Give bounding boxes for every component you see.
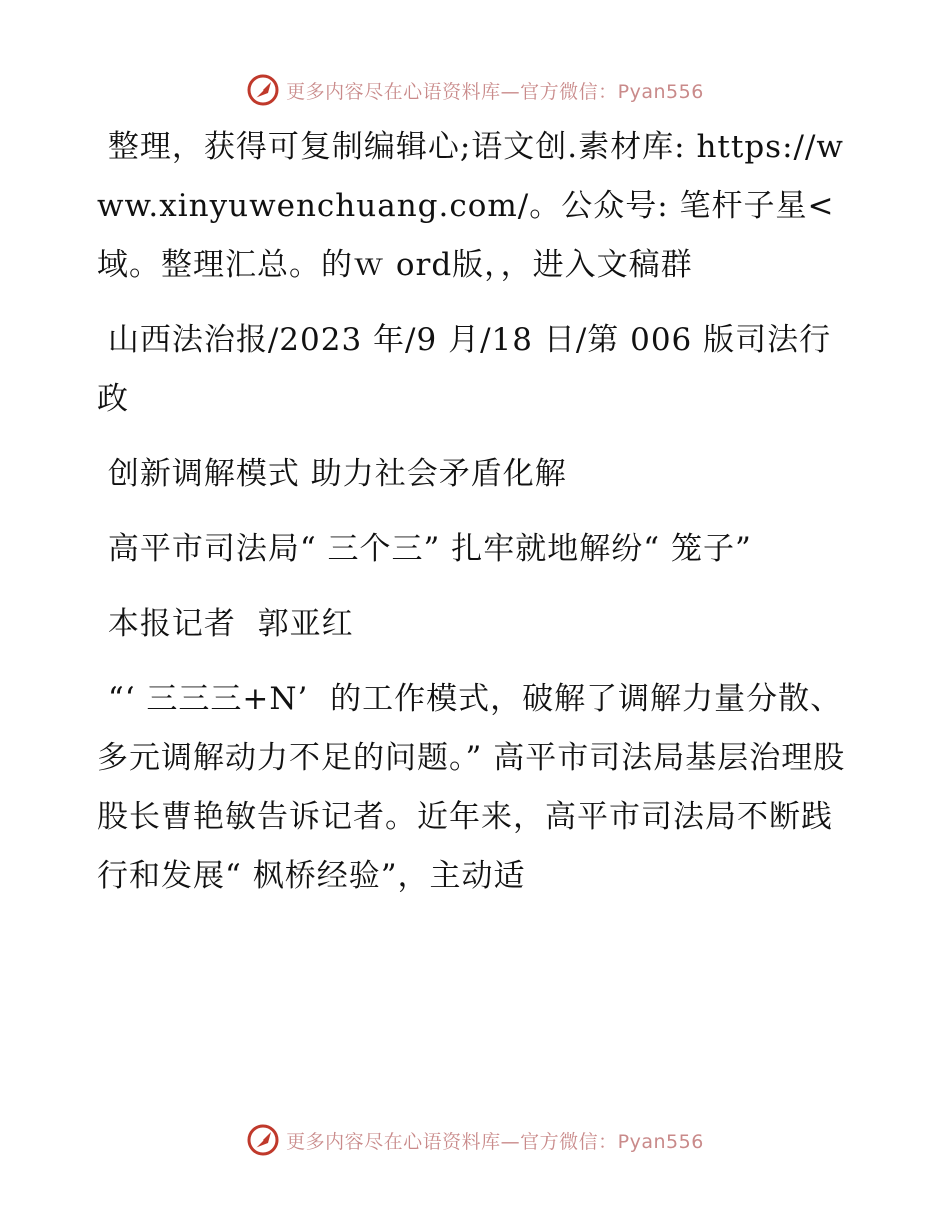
footer-banner xyxy=(0,1120,950,1160)
article-title: 创新调解模式 助力社会矛盾化解 xyxy=(97,456,567,492)
quill-seal-logo-icon xyxy=(246,1123,280,1157)
source-line: 山西法治报/2023 年/9 月/18 日/第 006 版司法行政 xyxy=(97,322,832,417)
intro-paragraph: 整理，获得可复制编辑心;语文创.素材库: https://www.xinyuwenchuang.com/。公众号: 笔杆子星<域。整理汇总。的ｗ ord版，，进入文稿群 xyxy=(97,129,844,283)
header-banner xyxy=(0,70,950,110)
body-paragraph: “‘ 三三三+N’ 的工作模式，破解了调解力量分散、多元调解动力不足的问题。” 高平市司法局基层治理股股长曹艳敏告诉记者。近年来，高平市司法局不断践行和发展“ 枫桥经验”，主动适 xyxy=(97,681,846,894)
article-subtitle: 高平市司法局“ 三个三” 扎牢就地解纷“ 笼子” xyxy=(97,531,752,567)
document-body xyxy=(97,118,857,922)
footer-banner-text: 更多内容尽在心语资料库—官方微信：Pyan556 xyxy=(286,1130,704,1153)
byline: 本报记者 郭亚红 xyxy=(97,606,354,642)
quill-seal-logo-icon xyxy=(246,73,280,107)
header-banner-text: 更多内容尽在心语资料库—官方微信：Pyan556 xyxy=(286,80,704,103)
